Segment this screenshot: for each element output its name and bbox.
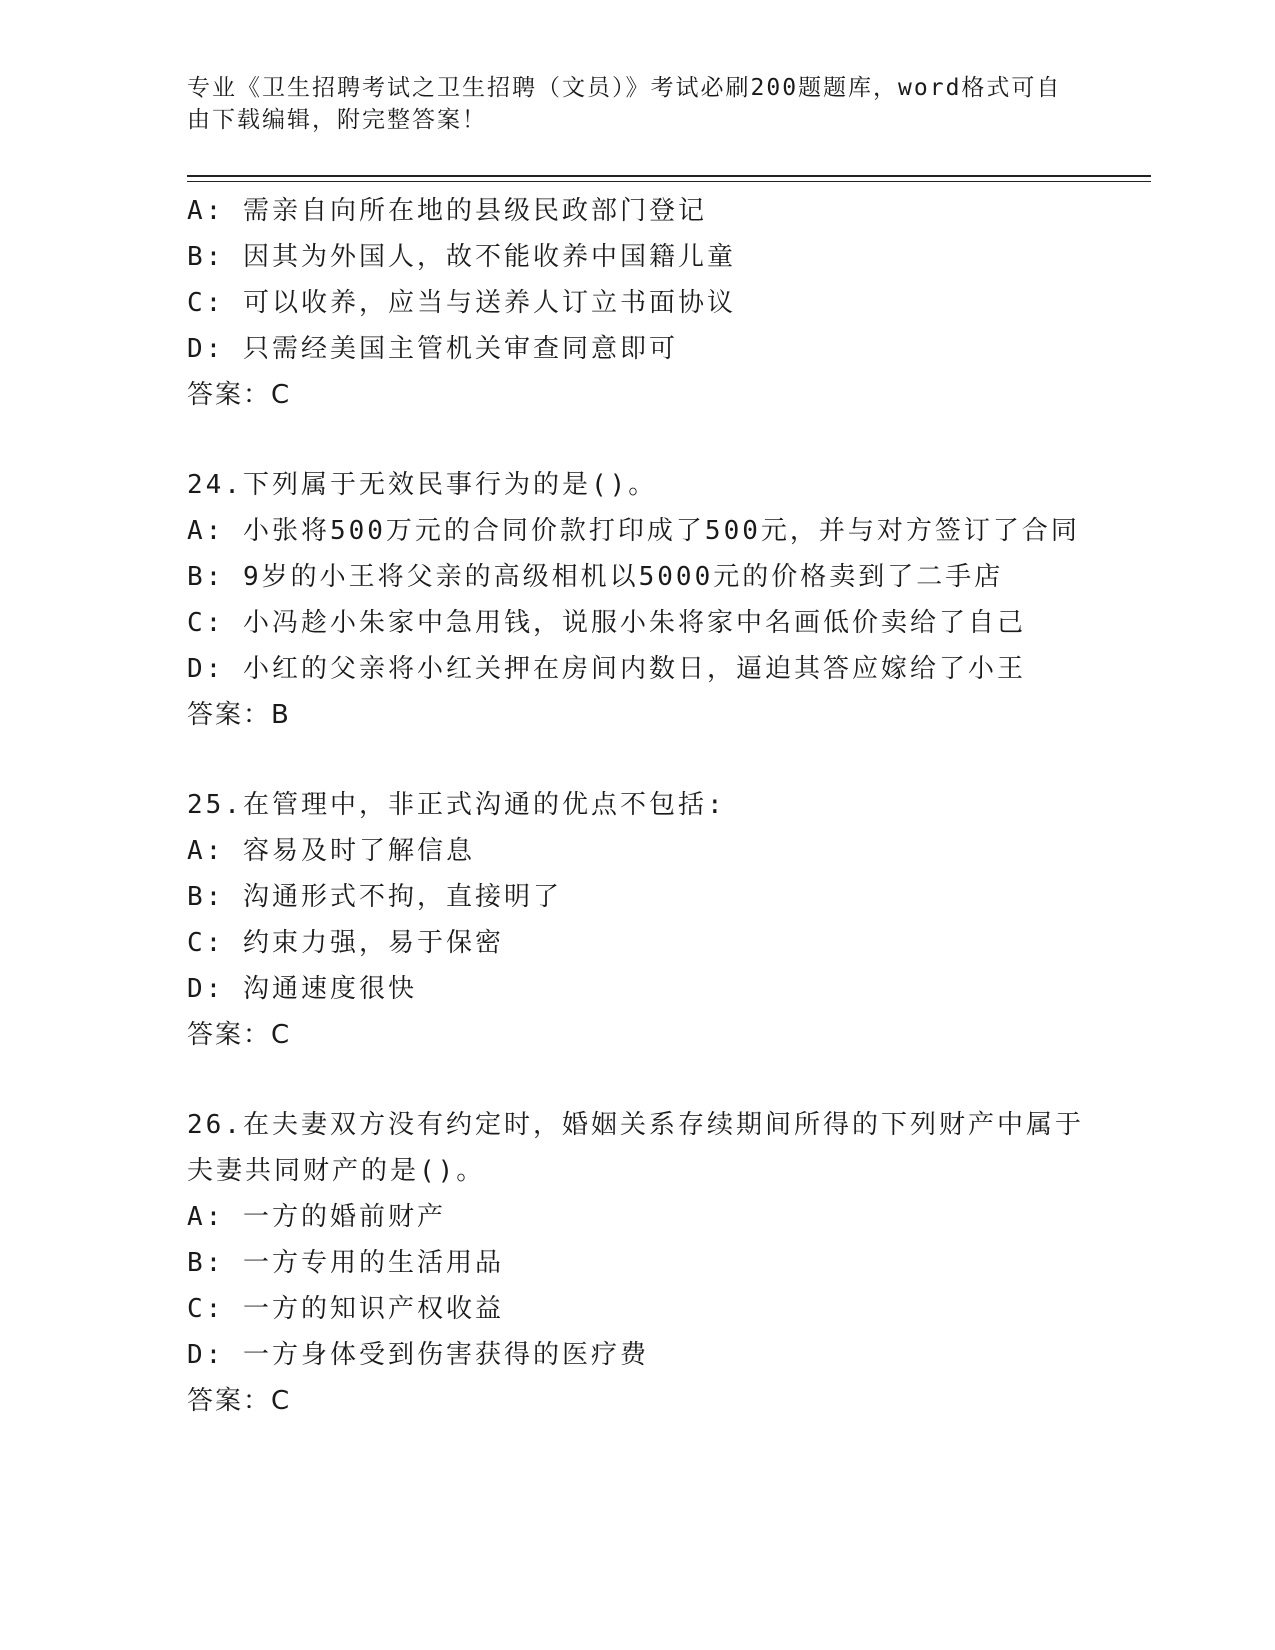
option-a: A: 容易及时了解信息 (187, 836, 475, 866)
header-rule-thick (187, 175, 1151, 177)
question-block-26 (187, 1102, 1127, 1424)
option-c: C: 一方的知识产权收益 (187, 1294, 504, 1324)
option-d: D: 沟通速度很快 (187, 974, 417, 1004)
answer-line: 答案：B (187, 700, 291, 730)
question-stem: 26.在夫妻双方没有约定时，婚姻关系存续期间所得的下列财产中属于 (187, 1110, 1084, 1140)
question-stem: 24.下列属于无效民事行为的是()。 (187, 470, 658, 500)
option-a: A: 小张将500万元的合同价款打印成了500元，并与对方签订了合同 (187, 516, 1080, 546)
option-d: D: 只需经美国主管机关审查同意即可 (187, 334, 678, 364)
option-b: B: 因其为外国人，故不能收养中国籍儿童 (187, 242, 736, 272)
option-b: B: 一方专用的生活用品 (187, 1248, 504, 1278)
option-a: A: 需亲自向所在地的县级民政部门登记 (187, 196, 707, 226)
question-stem-continued: 夫妻共同财产的是()。 (187, 1156, 486, 1186)
header-rule-thin (187, 181, 1151, 182)
question-content (187, 188, 1127, 1424)
question-block-24 (187, 462, 1127, 738)
question-stem: 25.在管理中，非正式沟通的优点不包括: (187, 790, 726, 820)
question-block-25 (187, 782, 1127, 1058)
option-a: A: 一方的婚前财产 (187, 1202, 446, 1232)
answer-line: 答案：C (187, 1020, 292, 1050)
option-d: D: 小红的父亲将小红关押在房间内数日，逼迫其答应嫁给了小王 (187, 654, 1026, 684)
answer-line: 答案：C (187, 380, 292, 410)
partial-question-block (187, 188, 1127, 418)
option-c: C: 可以收养，应当与送养人订立书面协议 (187, 288, 736, 318)
option-c: C: 约束力强，易于保密 (187, 928, 504, 958)
option-c: C: 小冯趁小朱家中急用钱，说服小朱将家中名画低价卖给了自己 (187, 608, 1026, 638)
option-d: D: 一方身体受到伤害获得的医疗费 (187, 1340, 649, 1370)
answer-line: 答案：C (187, 1386, 292, 1416)
option-b: B: 9岁的小王将父亲的高级相机以5000元的价格卖到了二手店 (187, 562, 1004, 592)
document-header: 专业《卫生招聘考试之卫生招聘（文员）》考试必刷200题题库，word格式可自由下载编辑，附完整答案！ (187, 75, 1062, 133)
option-b: B: 沟通形式不拘，直接明了 (187, 882, 562, 912)
